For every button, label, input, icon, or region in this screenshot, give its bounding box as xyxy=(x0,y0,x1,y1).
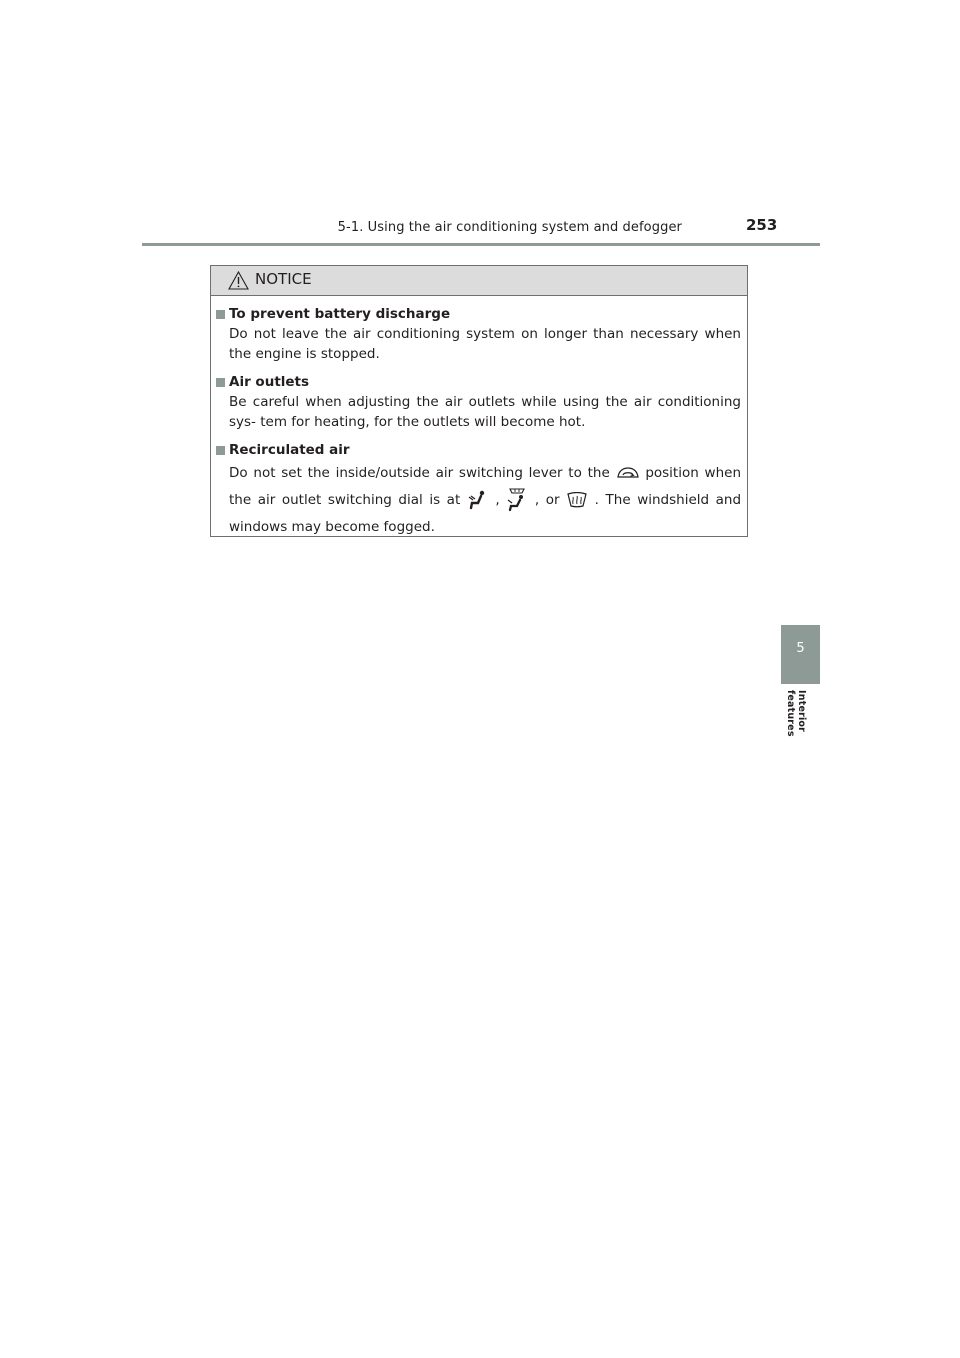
item-text: Be careful when adjusting the air outlets while using the air conditioning sys- tem for heating, for the outlets will become hot. xyxy=(229,394,741,430)
notice-item-recirculated-air xyxy=(216,440,741,541)
windshield-defogger-icon xyxy=(566,492,588,508)
recirculated-air-icon xyxy=(616,466,640,480)
bullet-square-icon xyxy=(216,446,225,455)
page-number: 253 xyxy=(746,216,778,234)
feet-windshield-outlet-icon xyxy=(506,488,528,512)
item-text: Do not set the inside/outside air switching lever to the position when the air outlet switching dial is at , , or . The windshield and windows may become fogged. xyxy=(229,465,742,535)
bullet-square-icon xyxy=(216,378,225,387)
notice-item-air-outlets xyxy=(216,372,741,432)
item-text: Do not leave the air conditioning system on longer than necessary when the engine is stopped. xyxy=(229,326,741,362)
item-heading: Air outlets xyxy=(229,374,310,390)
notice-header xyxy=(211,266,747,296)
item-heading: To prevent battery discharge xyxy=(229,306,451,322)
item-heading: Recirculated air xyxy=(229,442,350,458)
feet-outlet-icon xyxy=(467,489,489,511)
notice-item-battery xyxy=(216,304,741,364)
chapter-tab: 5 xyxy=(781,625,820,684)
bullet-square-icon xyxy=(216,310,225,319)
section-title: 5-1. Using the air conditioning system and defogger xyxy=(337,220,682,235)
notice-body xyxy=(211,296,747,541)
header-rule xyxy=(142,243,820,246)
warning-triangle-icon xyxy=(228,271,249,290)
notice-title: NOTICE xyxy=(255,270,312,288)
notice-box xyxy=(210,265,748,537)
chapter-name: Interior features xyxy=(785,690,807,737)
